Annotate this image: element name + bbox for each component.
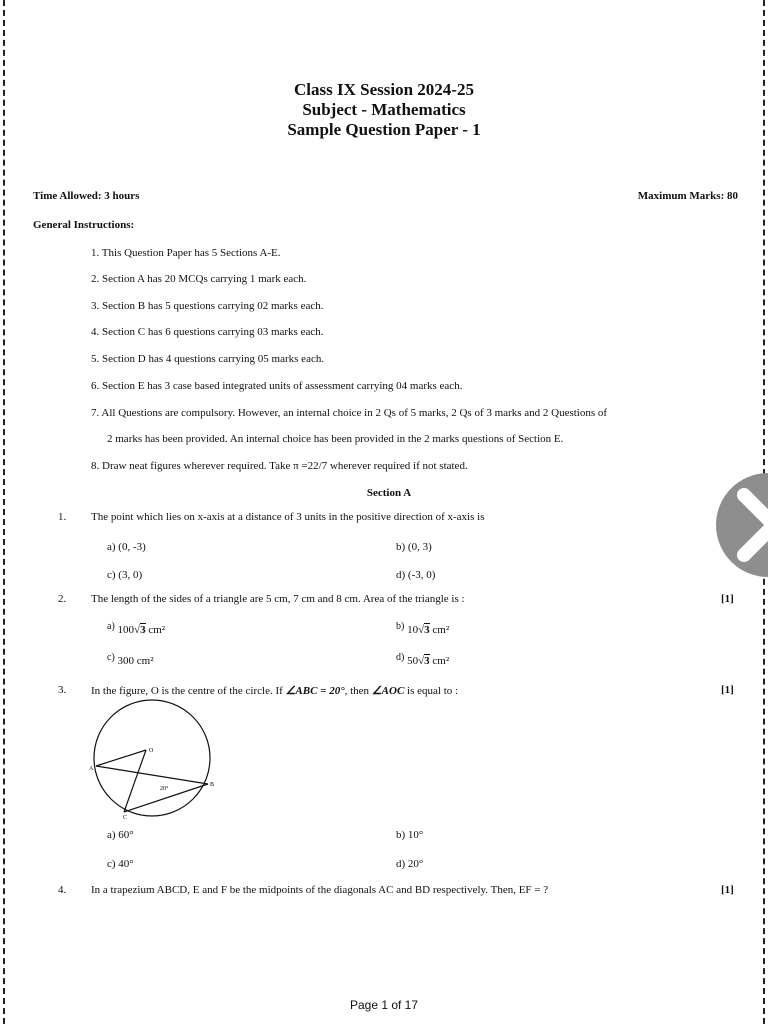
option-c: c) (3, 0) [107, 569, 143, 581]
option-d: d) (-3, 0) [396, 569, 436, 581]
option-label: d) [396, 652, 405, 663]
question-text-prefix: In the figure, O is the centre of the circle. If [91, 685, 283, 697]
segment-oc [124, 750, 146, 812]
instruction-item: 4. Section C has 6 questions carrying 03 marks each. [91, 326, 324, 338]
option-c [107, 652, 154, 667]
option-d: d) 20° [396, 858, 424, 870]
option-coefficient: 10 [407, 624, 419, 636]
option-coefficient: 100 [117, 624, 135, 636]
section-a-heading: Section A [366, 487, 412, 499]
question-marks: [1] [721, 593, 734, 605]
question-text: In a trapezium ABCD, E and F be the midpoints of the diagonals AC and BD respectively. Then, EF = ? [91, 884, 549, 896]
option-unit: cm² [148, 624, 166, 636]
option-radicand: 3 [424, 655, 430, 667]
sqrt-icon: √ [418, 655, 425, 667]
option-label: c) [107, 652, 115, 663]
angle-label: 20° [160, 786, 169, 792]
option-unit: cm² [432, 655, 450, 667]
instruction-item: 2. Section A has 20 MCQs carrying 1 mark each. [91, 273, 307, 285]
instruction-item: 3. Section B has 5 questions carrying 02 marks each. [91, 300, 324, 312]
angle-abc: ∠ABC = 20° [285, 685, 345, 697]
sqrt-icon: √ [418, 624, 425, 636]
angle-aoc: ∠AOC [371, 685, 405, 697]
label-b: B [210, 782, 215, 788]
circle-outline [94, 700, 210, 816]
label-c: C [123, 815, 128, 820]
option-b: b) (0, 3) [396, 541, 432, 553]
question-number: 1. [58, 511, 67, 523]
question-number: 2. [58, 593, 67, 605]
option-label: a) [107, 621, 115, 632]
sqrt-icon: √ [134, 624, 141, 636]
label-o: O [149, 748, 154, 754]
option-a [107, 621, 166, 636]
question-number: 4. [58, 884, 67, 896]
option-c: c) 40° [107, 858, 134, 870]
general-instructions-label: General Instructions: [33, 219, 135, 231]
option-radicand: 3 [140, 624, 146, 636]
circle-figure [88, 698, 228, 820]
instruction-item: 1. This Question Paper has 5 Sections A-E. [91, 247, 281, 259]
maximum-marks: Maximum Marks: 80 [637, 190, 738, 202]
option-a: a) 60° [107, 829, 134, 841]
page-number: Page 1 of 17 [349, 998, 419, 1012]
option-label: b) [396, 621, 405, 632]
paper-title-class: Class IX Session 2024-25 [294, 80, 474, 99]
option-b [396, 621, 450, 636]
instruction-item: 8. Draw neat figures wherever required. Take π =22/7 wherever required if not stated. [91, 460, 468, 472]
question-text-mid: , then [344, 685, 370, 697]
option-coefficient: 50 [407, 655, 419, 667]
option-unit: cm² [432, 624, 450, 636]
paper-title-sample: Sample Question Paper - 1 [287, 120, 481, 139]
option-b: b) 10° [396, 829, 424, 841]
question-text-suffix: is equal to : [407, 685, 459, 697]
option-d [396, 652, 450, 667]
question-marks: [1] [721, 684, 734, 696]
question-text [91, 684, 458, 697]
question-text: The point which lies on x-axis at a distance of 3 units in the positive direction of x-axis is [91, 511, 485, 523]
page-left-border [3, 0, 5, 1024]
segment-ab [96, 766, 208, 784]
time-allowed: Time Allowed: 3 hours [33, 190, 140, 202]
label-a: A [89, 766, 94, 772]
question-text: The length of the sides of a triangle are 5 cm, 7 cm and 8 cm. Area of the triangle is : [91, 593, 465, 605]
instruction-item: 6. Section E has 3 case based integrated units of assessment carrying 04 marks each. [91, 380, 463, 392]
paper-title-subject: Subject - Mathematics [302, 100, 466, 119]
option-value: 300 cm² [117, 655, 154, 667]
option-a: a) (0, -3) [107, 541, 146, 553]
instruction-item: 5. Section D has 4 questions carrying 05 marks each. [91, 353, 325, 365]
instruction-item-continuation: 2 marks has been provided. An internal choice has been provided in the 2 marks questions of Section E. [107, 433, 564, 445]
question-marks: [1] [721, 884, 734, 896]
option-radicand: 3 [424, 624, 430, 636]
instruction-item: 7. All Questions are compulsory. However, an internal choice in 2 Qs of 5 marks, 2 Qs of 3 marks and 2 Questions of [91, 407, 608, 419]
segment-ao [96, 750, 146, 766]
question-number: 3. [58, 684, 67, 696]
